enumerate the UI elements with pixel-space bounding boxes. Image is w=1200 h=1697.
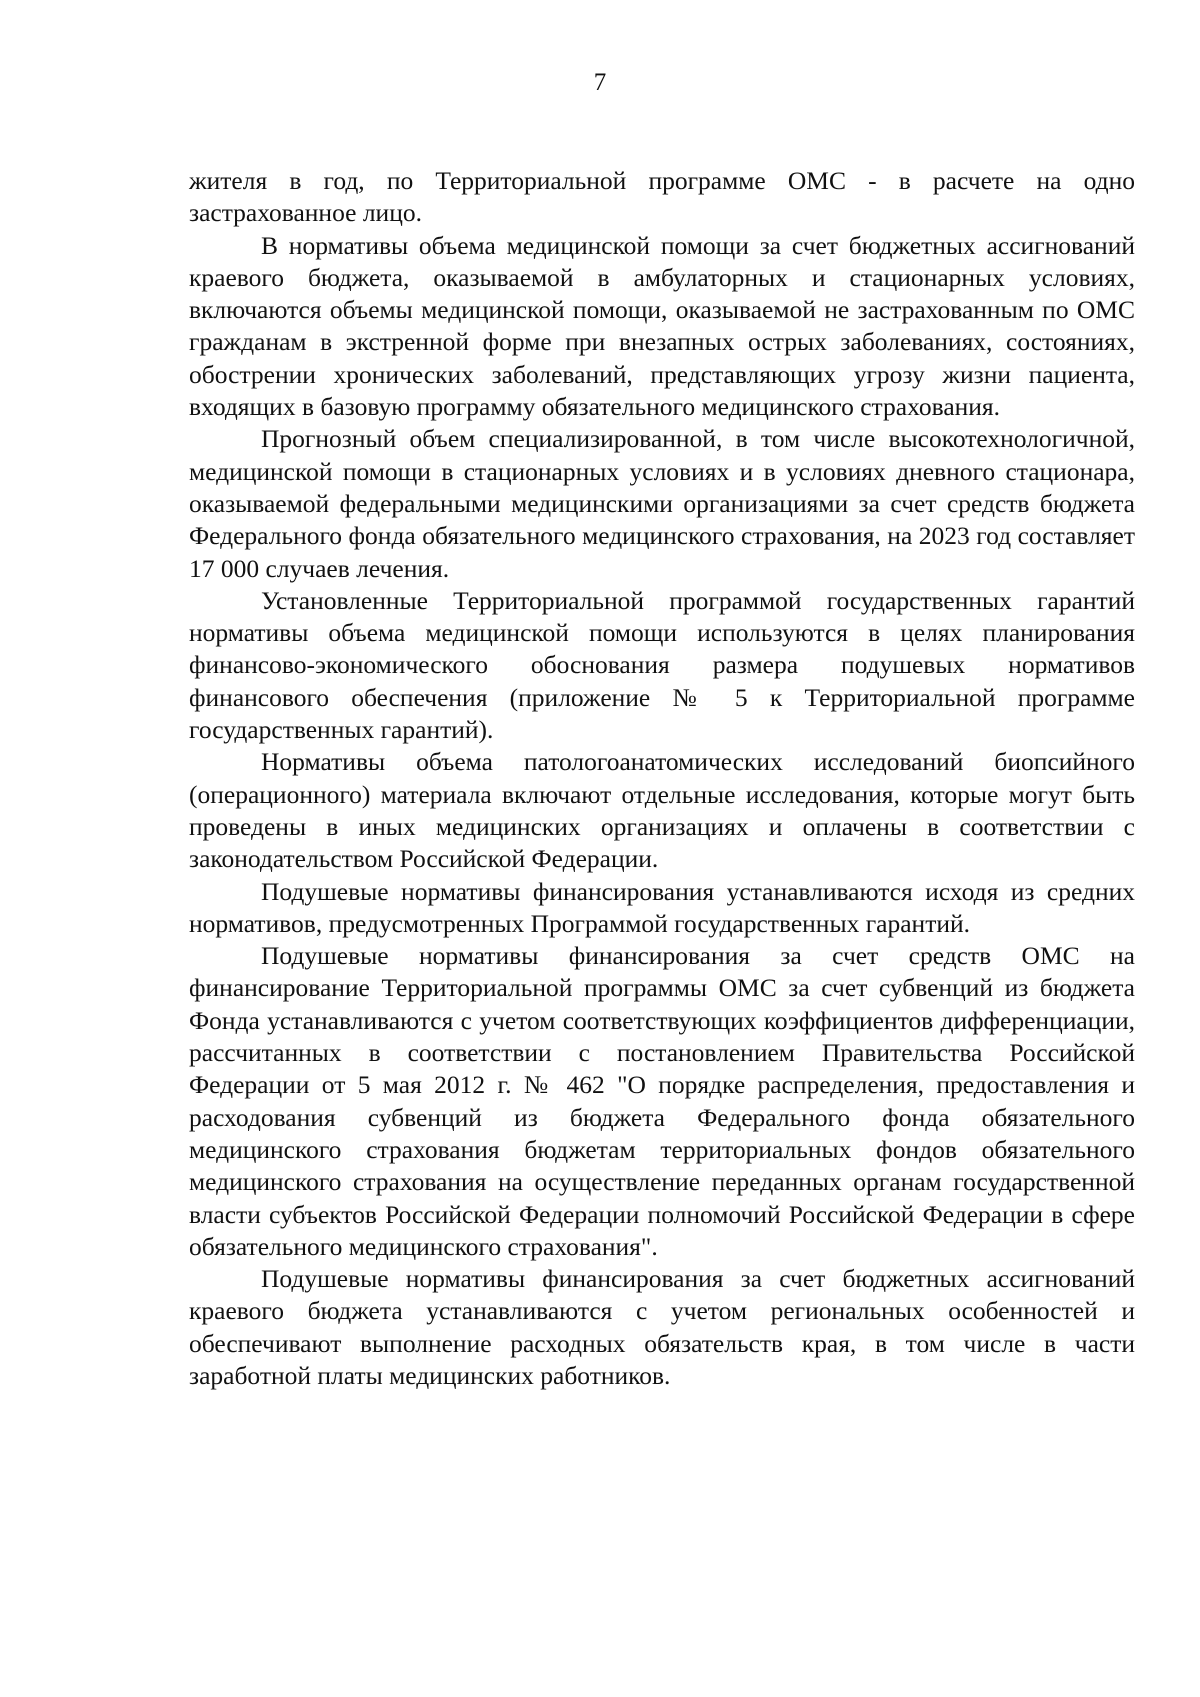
document-body	[189, 165, 1135, 1392]
paragraph-continuation: жителя в год, по Территориальной программе ОМС - в расчете на одно застрахованное лицо.	[189, 166, 1135, 228]
page-number: 7	[593, 69, 607, 96]
paragraph-budget-per-capita-norms: Подушевые нормативы финансирования за счет бюджетных ассигнований краевого бюджета устанавливаются с учетом региональных особенностей и обеспечивают выполнение расходных обязательств края, в том числе в части заработной платы медицинских работников.	[189, 1264, 1135, 1390]
paragraph-oms-per-capita-norms: Подушевые нормативы финансирования за счет средств ОМС на финансирование Территориальной программы ОМС за счет субвенций из бюджета Фонда устанавливаются с учетом соответствующих коэффициентов дифференциации, рассчитанных в соответствии с постановлением Правительства Российской Федерации от 5 мая 2012 г. № 462 "О порядке распределения, предоставления и расходования субвенций из бюджета Федерального фонда обязательного медицинского страхования бюджетам территориальных фондов обязательного медицинского страхования на осуществление переданных органам государственной власти субъектов Российской Федерации полномочий Российской Федерации в сфере обязательного медицинского страхования".	[189, 941, 1135, 1261]
paragraph-per-capita-norms: Подушевые нормативы финансирования устанавливаются исходя из средних нормативов, предусмотренных Программой государственных гарантий.	[189, 876, 1135, 938]
paragraph-federal-forecast-volume: Прогнозный объем специализированной, в том числе высокотехнологичной, медицинской помощи в стационарных условиях и в условиях дневного стационара, оказываемой федеральными медицинскими организациями за счет средств бюджета Федерального фонда обязательного медицинского страхования, на 2023 год составляет 17 000 случаев лечения.	[189, 424, 1135, 583]
paragraph-emergency-care-volume: В нормативы объема медицинской помощи за счет бюджетных ассигнований краевого бюджета, оказываемой в амбулаторных и стационарных условиях, включаются объемы медицинской помощи, оказываемой не застрахованным по ОМС гражданам в экстренной форме при внезапных острых заболеваниях, состояниях, обострении хронических заболеваний, представляющих угрозу жизни пациента, входящих в базовую программу обязательного медицинского страхования.	[189, 230, 1135, 422]
paragraph-pathology-norms: Нормативы объема патологоанатомических исследований биопсийного (операционного) материала включают отдельные исследования, которые могут быть проведены в иных медицинских организациях и оплачены в соответствии с законодательством Российской Федерации.	[189, 747, 1135, 874]
paragraph-norms-usage: Установленные Территориальной программой государственных гарантий нормативы объема медицинской помощи используются в целях планирования финансово-экономического обоснования размера подушевых нормативов финансового обеспечения (приложение № 5 к Территориальной программе государственных гарантий).	[189, 585, 1135, 745]
